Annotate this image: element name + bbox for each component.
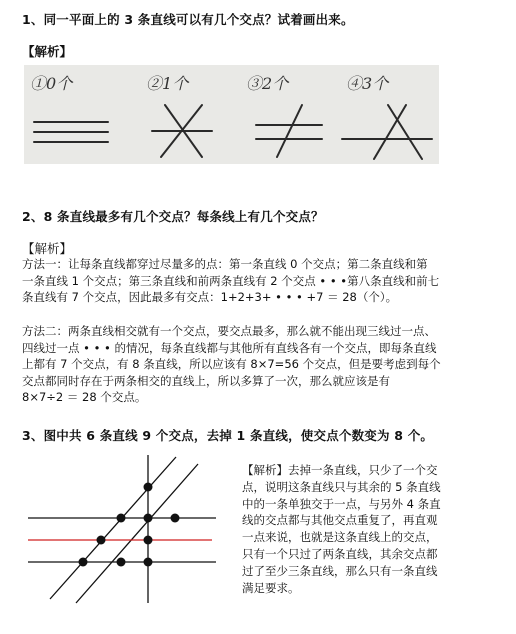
intersection-point	[79, 558, 88, 567]
q1-analysis-tag: 【解析】	[22, 44, 73, 59]
case-4-triangle-lines	[342, 105, 432, 159]
case-2-count: 1个	[162, 74, 189, 93]
q2-method-1-line: 一条直线 1 个交点；第三条直线和前两条直线有 2 个交点 • • •第八条直线和前七	[22, 273, 440, 288]
q3-lines-figure	[28, 455, 228, 605]
q3-title: 3、图中共 6 条直线 9 个交点，去掉 1 条直线，使交点个数变为 8 个。	[22, 428, 434, 443]
q3-analysis-line: 一点来说，也就是这条直线上的交点，	[242, 530, 438, 545]
q3-analysis-line: 满足要求。	[242, 580, 300, 595]
q2-analysis-tag: 【解析】	[22, 241, 73, 256]
intersection-point	[144, 536, 153, 545]
q3-analysis-line: 【解析】去掉一条直线，只少了一个交	[242, 463, 438, 477]
q1-sketches	[24, 65, 439, 164]
q1-title: 1、同一平面上的 3 条直线可以有几个交点？试着画出来。	[22, 12, 354, 27]
q3-analysis-line: 只有一个只过了两条直线，其余交点都	[242, 546, 438, 561]
case-3-count: 2个	[262, 74, 289, 93]
case-2-concurrent-lines	[152, 105, 212, 157]
case-1-parallel-lines	[34, 122, 108, 142]
q2-method-2-line: 方法二：两条直线相交就有一个交点，要交点最多，那么就不能出现三线过一点、	[22, 324, 436, 338]
q2-method-2-line: 交点都同时存在于两条相交的直线上，所以多算了一次，那么就应该是有	[22, 373, 390, 388]
q2-method-1	[22, 256, 439, 306]
q2-method-2-line: 四线过一点 • • • 的情况，每条直线都与其他所有直线各有一个交点，即每条直线	[22, 340, 437, 355]
case-4-count: 3个	[362, 74, 389, 93]
q2-method-2-line: 上都有 7 个交点，有 8 条直线，所以应该有 8×7=56 个交点，但是要考虑到每个	[22, 357, 441, 371]
diagonal-line-right	[76, 464, 198, 603]
q3-analysis-line: 过了至少三条直线，那么只有一条直线	[242, 563, 438, 578]
q3-analysis-line: 中的一条单独交于一点，与另外 4 条直	[242, 496, 441, 511]
q2-method-1-line: 方法一：让每条直线都穿过尽量多的点：第一条直线 0 个交点；第二条直线和第	[22, 257, 428, 271]
case-3-parallel-and-transversal	[256, 105, 322, 157]
case-3-number: ③	[246, 74, 263, 93]
intersection-point	[144, 483, 153, 492]
intersection-point	[144, 514, 153, 523]
case-4-number: ④	[346, 74, 363, 93]
intersection-point	[117, 514, 126, 523]
q3-analysis-line: 点，说明这条直线只与其余的 5 条直线	[242, 479, 441, 494]
q3-analysis	[242, 462, 441, 596]
case-2-number: ②	[146, 74, 163, 93]
case-1-number: ①	[30, 74, 47, 93]
intersection-point	[97, 536, 106, 545]
q3-analysis-line: 线的交点都与其他交点重复了，再直观	[242, 513, 438, 528]
q2-method-2-line: 8×7÷2 ＝ 28 个交点。	[22, 390, 147, 404]
q2-method-2	[22, 323, 441, 406]
diagonal-line-left	[50, 457, 176, 599]
intersection-point	[117, 558, 126, 567]
intersection-point	[144, 558, 153, 567]
q2-title: 2、8 条直线最多有几个交点？每条线上有几个交点？	[22, 209, 324, 224]
intersection-point	[171, 514, 180, 523]
q2-method-1-line: 条直线有 7 个交点，因此最多有交点：1+2+3+ • • • +7 ＝ 28（个）。	[22, 290, 398, 304]
case-1-count: 0个	[46, 74, 73, 93]
q1-handwritten-figure	[24, 65, 439, 164]
